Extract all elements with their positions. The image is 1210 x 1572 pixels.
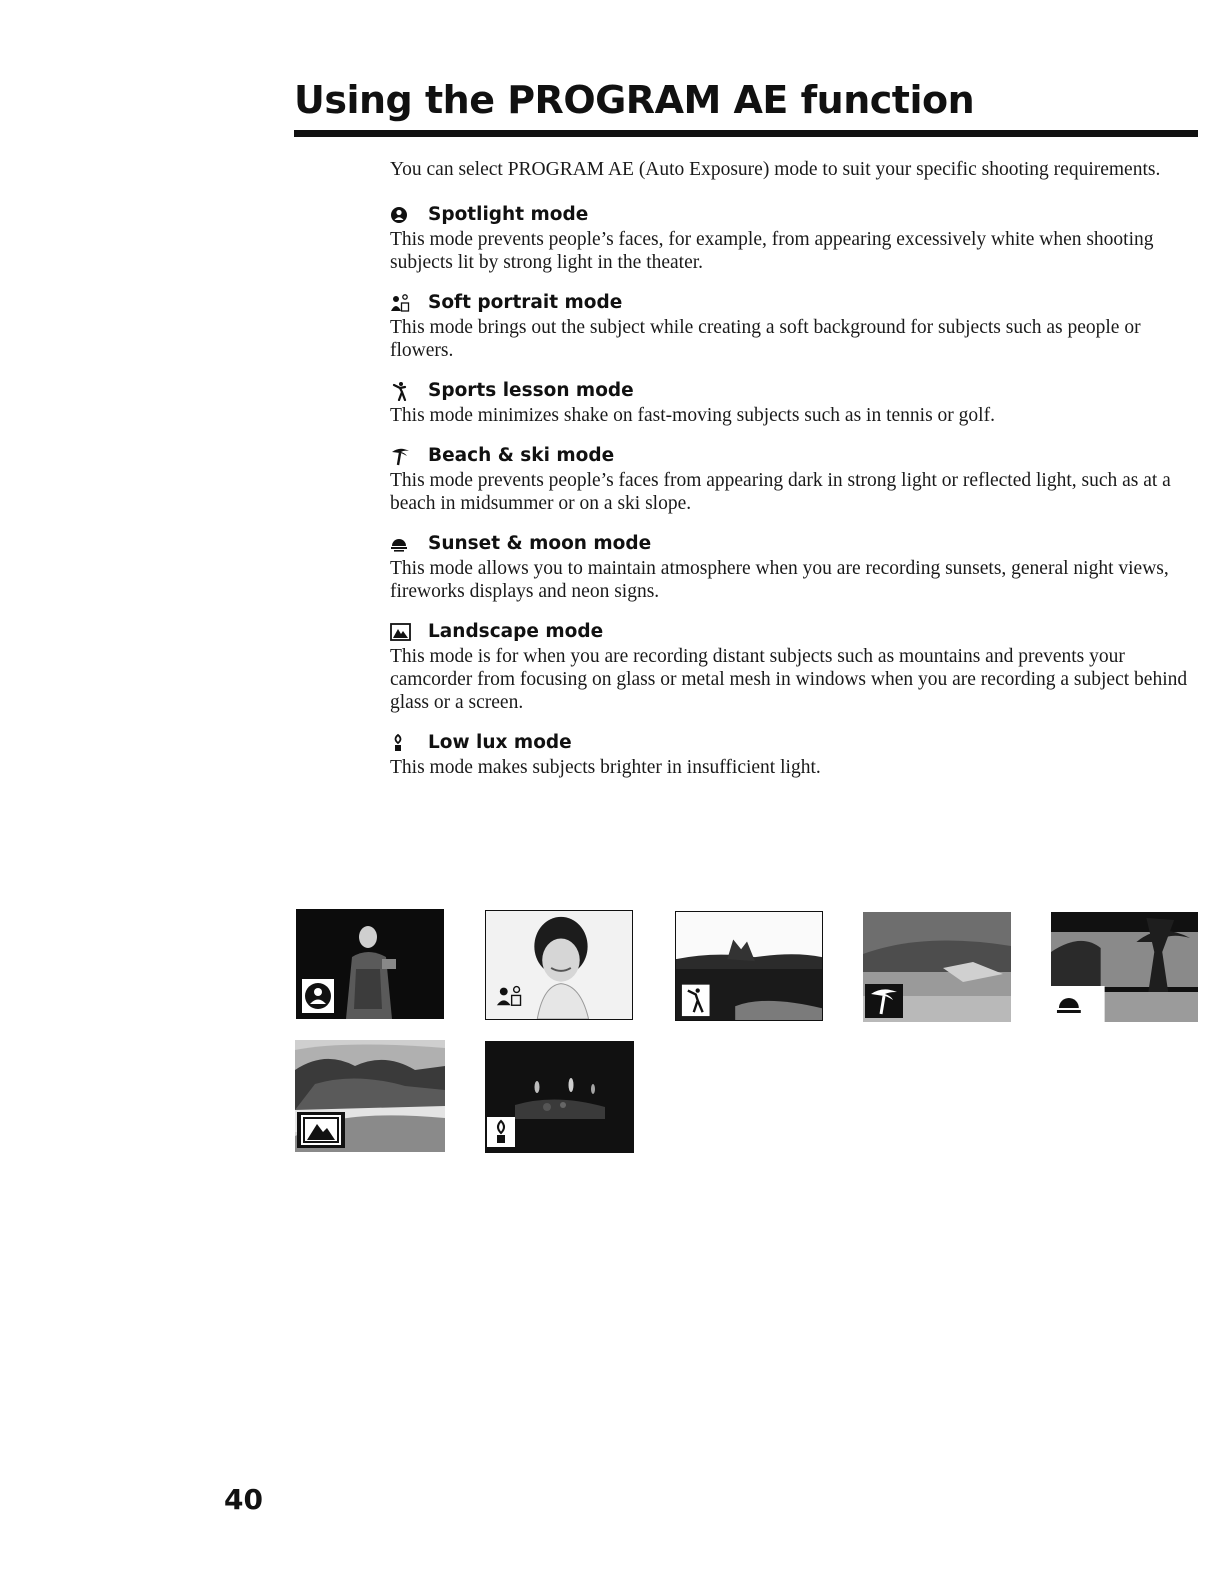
landscape-icon <box>390 621 418 643</box>
beach-ski-icon <box>390 445 418 467</box>
mode-title: Spotlight mode <box>428 204 589 225</box>
sunset-moon-icon <box>390 533 418 555</box>
sunset-moon-example-photo <box>1051 912 1198 1022</box>
mode-description: This mode allows you to maintain atmosphere when you are recording sunsets, general night views, fireworks displays and neon signs. <box>390 558 1169 602</box>
mode-soft-portrait <box>390 290 1200 362</box>
title-rule <box>294 130 1198 137</box>
low-lux-example-photo <box>485 1041 634 1153</box>
mode-title: Sports lesson mode <box>428 380 634 401</box>
mode-description: This mode prevents people’s faces, for example, from appearing excessively white when shooting subjects lit by strong light in the theater. <box>390 229 1154 273</box>
sports-lesson-example-photo <box>675 911 823 1021</box>
spotlight-icon <box>390 204 418 226</box>
sports-lesson-icon <box>390 380 418 402</box>
soft-portrait-icon <box>390 292 418 314</box>
mode-title: Landscape mode <box>428 621 604 642</box>
spotlight-example-photo <box>296 909 444 1019</box>
mode-low-lux <box>390 730 1200 779</box>
beach-ski-example-photo <box>863 912 1011 1022</box>
intro-paragraph: You can select PROGRAM AE (Auto Exposure) mode to suit your specific shooting requirements. <box>390 159 1161 180</box>
mode-beach-ski <box>390 443 1200 515</box>
page-number: 40 <box>224 1483 263 1516</box>
mode-description: This mode makes subjects brighter in insufficient light. <box>390 757 821 778</box>
mode-sports-lesson <box>390 378 1200 427</box>
mode-description: This mode brings out the subject while creating a soft background for subjects such as people or flowers. <box>390 317 1141 361</box>
mode-landscape <box>390 619 1200 714</box>
mode-description: This mode is for when you are recording distant subjects such as mountains and prevents your camcorder from focusing on glass or metal mesh in windows when you are recording a subject behind glass or a screen. <box>390 646 1188 713</box>
mode-title: Beach & ski mode <box>428 445 615 466</box>
mode-title: Sunset & moon mode <box>428 533 652 554</box>
page-body <box>390 158 1200 795</box>
mode-description: This mode prevents people’s faces from appearing dark in strong light or reflected light, such as at a beach in midsummer or on a ski slope. <box>390 470 1171 514</box>
mode-spotlight <box>390 202 1200 274</box>
mode-sunset-moon <box>390 531 1200 603</box>
mode-description: This mode minimizes shake on fast-moving subjects such as in tennis or golf. <box>390 405 995 426</box>
landscape-example-photo <box>295 1040 445 1152</box>
page-title: Using the PROGRAM AE function <box>294 78 975 122</box>
low-lux-icon <box>390 732 418 754</box>
mode-title: Soft portrait mode <box>428 292 623 313</box>
soft-portrait-example-photo <box>485 910 633 1020</box>
mode-title: Low lux mode <box>428 732 572 753</box>
